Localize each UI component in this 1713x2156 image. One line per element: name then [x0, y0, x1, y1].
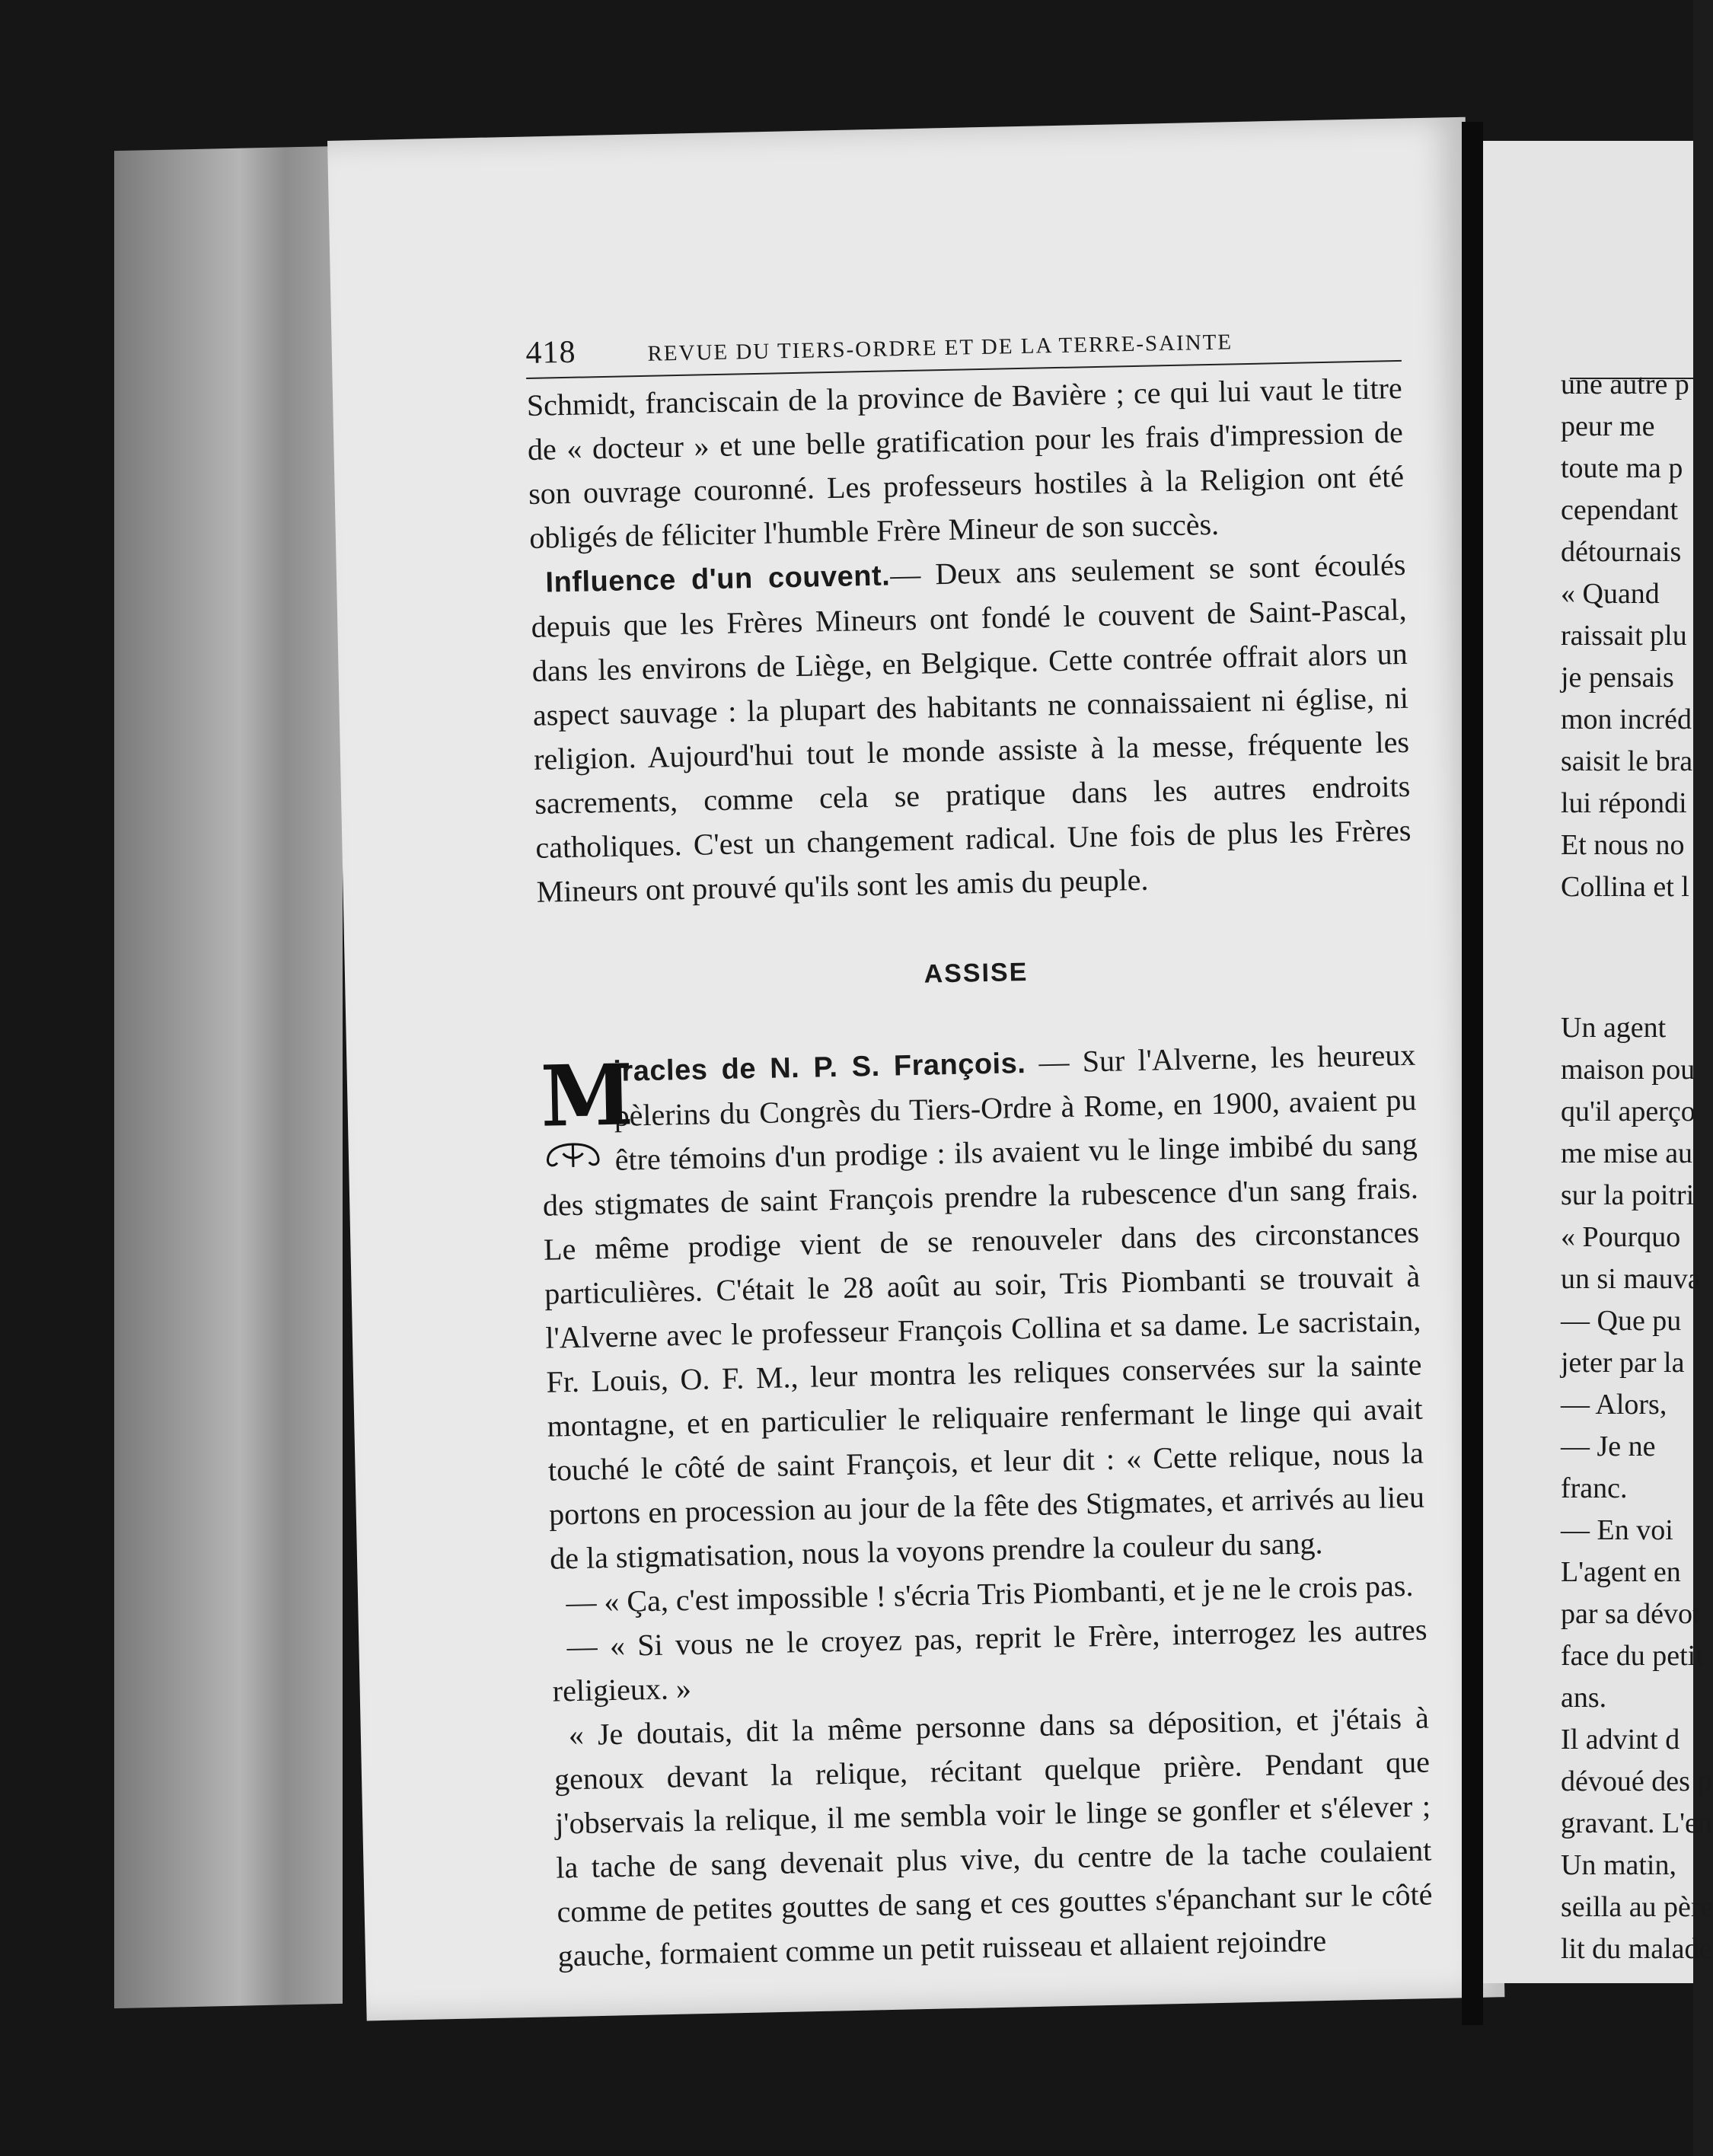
right-page-line: — Que pu: [1561, 1305, 1682, 1337]
paragraph-2: [530, 543, 1412, 914]
right-page-line: face du petit: [1561, 1640, 1704, 1672]
right-page-line: peur me: [1561, 410, 1655, 442]
right-page-line: ans.: [1561, 1682, 1607, 1714]
right-page-line: — En voi: [1561, 1514, 1673, 1546]
right-page-line: raissait plu: [1561, 620, 1687, 652]
right-page-line: Un matin,: [1561, 1849, 1676, 1881]
page-edges: [114, 146, 343, 2008]
right-page-line: Et nous no: [1561, 829, 1685, 861]
right-page-line: je pensais: [1561, 662, 1674, 694]
right-page-line: sur la poitri: [1561, 1179, 1695, 1211]
right-page-line: Un agent: [1561, 1012, 1667, 1044]
left-page-text: [525, 317, 1434, 1979]
running-head-title: REVUE DU TIERS-ORDRE ET DE LA TERRE-SAINTE: [647, 330, 1233, 366]
right-page-line: une autre p: [1561, 368, 1689, 400]
drop-cap-ornament-icon: [544, 1142, 601, 1169]
page-number: 418: [525, 334, 576, 371]
right-page-line: saisit le bra: [1561, 745, 1693, 777]
right-page-line: un si mauva: [1561, 1263, 1701, 1295]
right-page-bottom-lines: [1561, 1007, 1713, 1970]
right-page-line: maison pou: [1561, 1054, 1695, 1086]
paragraph-3: [540, 1033, 1426, 1581]
section-title: ASSISE: [923, 957, 1029, 989]
right-page-line: toute ma p: [1561, 452, 1683, 484]
paragraph-3-text: — Sur l'Alverne, les heureux pèlerins du Congrès du Tiers-Ordre à Rome, en 1900, avaient pu être témoins d'un prodige : ils avaient vu le linge imbibé du sang des stigmates de saint François prendre la rubescence d'un sang frais. Le même prodige vient de se renouveler dans des circonstances particulières. C'était le 28 août au soir, Tris Piombanti se trouvait à l'Alverne avec le professeur François Collina et sa dame. Le sacristain, Fr. Louis, O. F. M., leur montra les reliques conservées sur la sainte montagne, et en particulier le reliquaire renfermant le linge qui avait touché le côté de saint François, et leur dit : « Cette relique, nous la portons en procession au jour de la fête des Stigmates, et arrivés au lieu de la stigmatisation, nous la voyons prendre la couleur du sang.: [542, 1037, 1425, 1576]
right-page-line: — Je ne: [1561, 1430, 1656, 1462]
right-page-line: — Alors,: [1561, 1389, 1667, 1421]
right-page-line: cependant: [1561, 494, 1679, 526]
right-page-line: lui répondi: [1561, 787, 1687, 819]
right-page-line: Il advint d: [1561, 1724, 1680, 1756]
right-page-line: « Pourquo: [1561, 1221, 1681, 1253]
right-page-line: franc.: [1561, 1472, 1628, 1504]
runin-heading-influence: Influence d'un couvent.: [545, 560, 891, 599]
right-page-line: Collina et l: [1561, 871, 1689, 903]
paragraph-2-text: — Deux ans seulement se sont écoulés depuis que les Frères Mineurs ont fondé le couvent de Saint-Pascal, dans les environs de Liège, en Belgique. Cette contrée offrait alors un aspect sauvage : la plupart des habitants ne connaissaient ni église, ni religion. Aujourd'hui tout le monde assiste à la messe, fréquente les sacrements, comme cela se pratique dans les autres endroits catholiques. C'est un changement radical. Une fois de plus les Frères Mineurs ont prouvé qu'ils sont les amis du peuple.: [531, 547, 1412, 909]
right-page-line: gravant. L'en: [1561, 1807, 1712, 1839]
book-gutter: [1462, 122, 1483, 2025]
drop-cap: [539, 1045, 635, 1169]
right-page-line: lit du malade: [1561, 1933, 1712, 1965]
right-page-line: par sa dévot: [1561, 1598, 1701, 1630]
paragraph-4: — « Ça, c'est impossible ! s'écria Tris Piombanti, et je ne le crois pas.: [565, 1568, 1414, 1620]
right-page-line: qu'il aperço: [1561, 1096, 1695, 1127]
right-page-line: L'agent en: [1561, 1556, 1681, 1588]
right-page-line: jeter par la: [1561, 1347, 1685, 1379]
paragraph-5: — « Si vous ne le croyez pas, reprit le Frère, interrogez les autres religieux. »: [552, 1612, 1428, 1708]
right-page-text: [1561, 364, 1713, 1970]
runin-heading-miracles: iracles de N. P. S. François.: [613, 1048, 1026, 1088]
right-page-line: me mise au: [1561, 1137, 1693, 1169]
miracles-article: [540, 1033, 1426, 1581]
right-page-line: détournais: [1561, 536, 1682, 568]
right-page-line: dévoué des p: [1561, 1765, 1712, 1797]
right-page-line: mon incréd: [1561, 703, 1692, 735]
drop-cap-letter: M: [539, 1045, 635, 1146]
right-page-top-lines: [1561, 364, 1693, 908]
right-page-line: seilla au père: [1561, 1891, 1713, 1923]
paragraph-6: « Je doutais, dit la même personne dans sa déposition, et j'étais à genoux devant la relique, récitant quelque prière. Pendant que j'observais la relique, il me sembla voir le linge se gonfler et s'élever ; la tache de sang devenait plus vive, du centre de la tache coulaient comme de petites gouttes de sang et ces gouttes s'épanchant sur le côté gauche, formaient comme un petit ruisseau et allaient rejoindre: [553, 1700, 1433, 1973]
right-page-line: « Quand: [1561, 578, 1660, 610]
paragraph-1: Schmidt, franciscain de la province de Bavière ; ce qui lui vaut le titre de « docteur » et une belle gratification pour les frais d'impression de son ouvrage couronné. Les professeurs hostiles à la Religion ont été obligés de féliciter l'humble Frère Mineur de son succès.: [526, 370, 1405, 555]
